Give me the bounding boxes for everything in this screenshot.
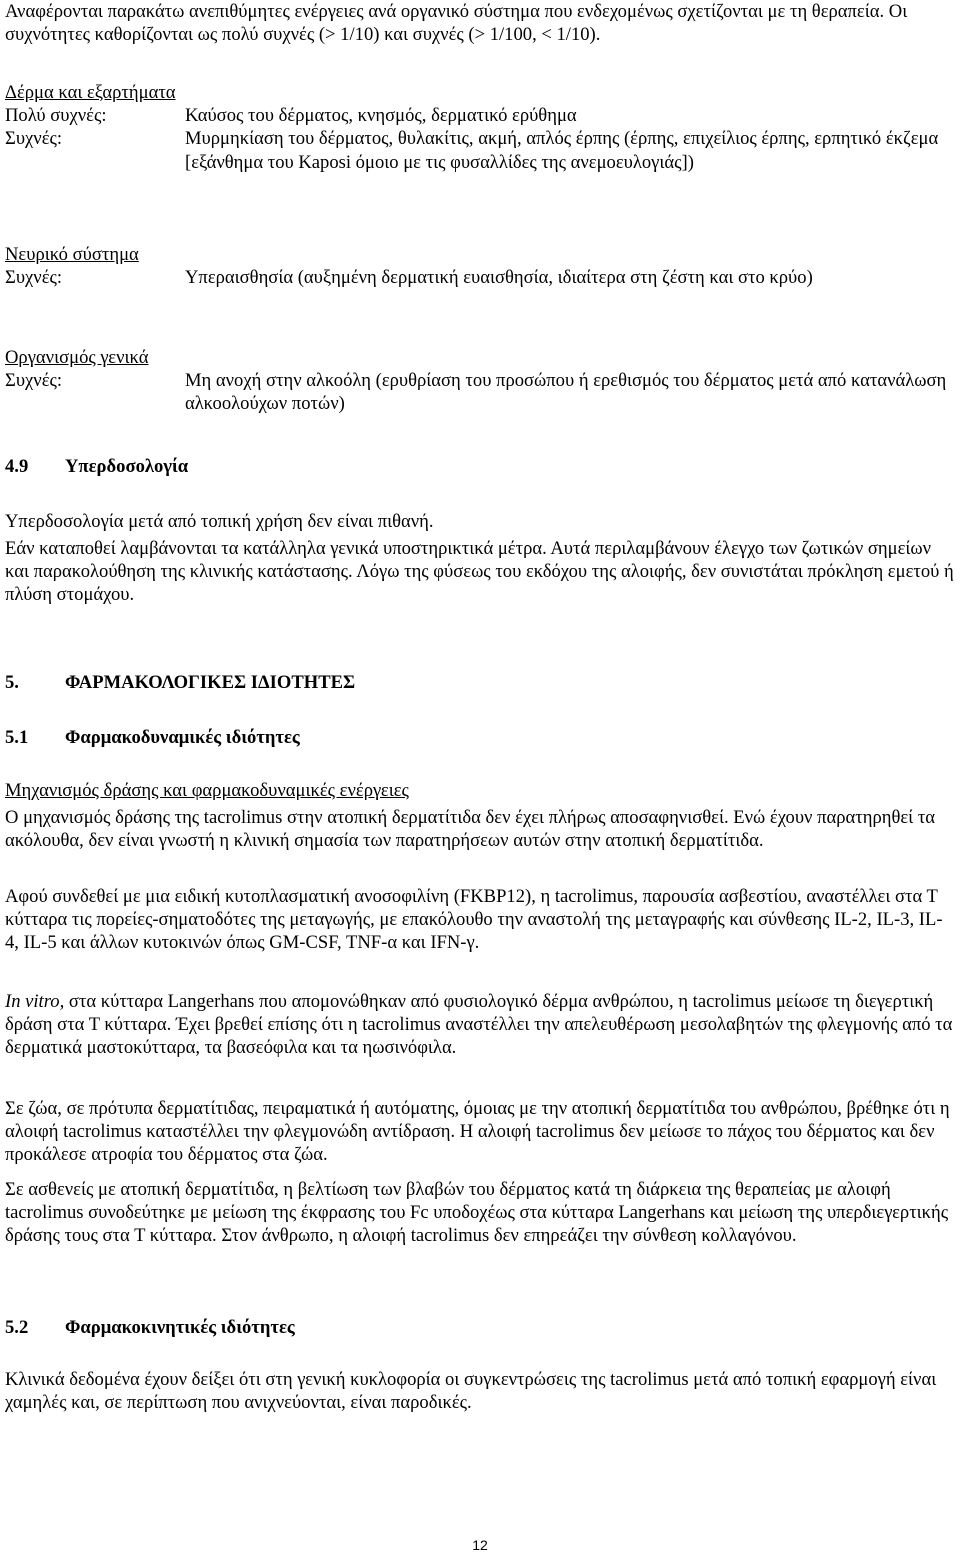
pk-paragraph-1: Κλινικά δεδομένα έχουν δείξει ότι στη γενική κυκλοφορία οι συγκεντρώσεις της tacrolimus μετά από τοπική εφαρμογή είναι χαμηλές και, σε περίπτωση που ανιχνεύονται, είναι παροδικές. bbox=[5, 1369, 937, 1414]
nervous-heading: Νευρικό σύστημα bbox=[5, 244, 139, 265]
frequency-label: Συχνές: bbox=[5, 128, 63, 150]
overdose-paragraph-2: Εάν καταποθεί λαμβάνονται τα κατάλληλα γενικά υποστηρικτικά μέτρα. Αυτά περιλαμβάνουν έλεγχο των ζωτικών σημείων και παρακολούθηση της κλινικής κατάστασης. Λόγω της φύσεως του εκδόχου της αλοιφής, δεν συνιστάται πρόκληση εμετού ή πλύση στομάχου. bbox=[5, 538, 954, 606]
pd-paragraph-4: Σε ζώα, σε πρότυπα δερματίτιδας, πειραματικά ή αυτόματης, όμοιας με την ατοπική δερματίτιδα του ανθρώπου, βρέθηκε ότι η αλοιφή tacrolimus καταστέλλει την φλεγμονώδη αντίδραση. Η αλοιφή tacrolimus δεν μείωσε το πάχος του δέρματος και δεν προκάλεσε ατροφία του δέρματος στα ζώα. bbox=[5, 1098, 950, 1166]
frequency-label: Συχνές: bbox=[5, 370, 63, 392]
pd-paragraph-3-text: στα κύτταρα Langerhans που απομονώθηκαν από φυσιολογικό δέρμα ανθρώπου, η tacrolimus μείωσε τη διεγερτική δράση στα Τ κύτταρα. Έχει βρεθεί επίσης ότι η tacrolimus αναστέλλει την απελευθέρωση μεσολαβητών της φλεγμονής από τα δερματικά μαστοκύτταρα, τα βασεόφιλα και τα ηωσινόφιλα. bbox=[5, 991, 953, 1059]
general-heading: Οργανισμός γενικά bbox=[5, 347, 149, 368]
section-number: 5. bbox=[5, 672, 19, 693]
section-5-heading bbox=[5, 671, 955, 694]
nervous-section bbox=[5, 243, 955, 289]
section-title: Φαρμακοκινητικές ιδιότητες bbox=[65, 1317, 295, 1338]
pd-paragraph-1: Ο μηχανισμός δράσης της tacrolimus στην ατοπική δερματίτιδα δεν έχει πλήρως αποσαφηνισθεί. Ενώ έχουν παρατηρηθεί τα ακόλουθα, δεν είναι γνωστή η κλινική σημασία των παρατηρήσεων αυτών στην ατοπική δερματίτιδα. bbox=[5, 807, 936, 852]
general-section bbox=[5, 346, 955, 416]
nervous-common-row bbox=[5, 266, 955, 289]
overdose-paragraph-1: Υπερδοσολογία μετά από τοπική χρήση δεν είναι πιθανή. bbox=[5, 511, 434, 532]
pd-paragraph-2: Αφού συνδεθεί με μια ειδική κυτοπλασματική ανοσοφιλίνη (FKBP12), η tacrolimus, παρουσία ασβεστίου, αναστέλλει στα Τ κύτταρα τις πορείες-σηματοδότες της μεταγωγής, με επακόλουθο την αναστολή της μεταγραφής και σύνθεσης IL-2, IL-3, IL-4, IL-5 και άλλων κυτοκινών όπως GM-CSF, TNF-α και IFN-γ. bbox=[5, 886, 943, 954]
general-common-row bbox=[5, 369, 955, 415]
section-title: ΦΑΡΜΑΚΟΛΟΓΙΚΕΣ ΙΔΙΟΤΗΤΕΣ bbox=[65, 672, 356, 693]
section-5-1-heading bbox=[5, 726, 955, 749]
skin-heading: Δέρμα και εξαρτήματα bbox=[5, 82, 176, 103]
mechanism-subheading: Μηχανισμός δράσης και φαρμακοδυναμικές ενέργειες bbox=[5, 780, 409, 801]
skin-common-row bbox=[5, 127, 955, 173]
section-title: Υπερδοσολογία bbox=[65, 456, 189, 477]
page-number: 12 bbox=[472, 1537, 488, 1553]
skin-very-common-row bbox=[5, 104, 955, 127]
section-5-2-heading bbox=[5, 1316, 955, 1339]
section-number: 5.2 bbox=[5, 1317, 29, 1338]
frequency-text: Υπεραισθησία (αυξημένη δερματική ευαισθησία, ιδιαίτερα στη ζέστη και στο κρύο) bbox=[185, 267, 813, 289]
frequency-text: Μυρμηκίαση του δέρματος, θυλακίτις, ακμή, απλός έρπης (έρπης, επιχείλιος έρπης, ερπητικό έκζεμα [εξάνθημα του Kaposi όμοιο με τις φυσαλλίδες της ανεμοευλογιάς]) bbox=[185, 128, 939, 173]
frequency-label: Συχνές: bbox=[5, 267, 63, 289]
pd-paragraph-5: Σε ασθενείς με ατοπική δερματίτιδα, η βελτίωση των βλαβών του δέρματος κατά τη διάρκεια της θεραπείας με αλοιφή tacrolimus συνοδεύτηκε με μείωση της έκφρασης του Fc υποδοχέως στα κύτταρα Langerhans και μείωση της υπερδιεγερτικής δράσης τους στα Τ κύτταρα. Στον άνθρωπο, η αλοιφή tacrolimus δεν επηρεάζει την σύνθεση κολλαγόνου. bbox=[5, 1179, 949, 1247]
section-title: Φαρμακοδυναμικές ιδιότητες bbox=[65, 727, 300, 748]
frequency-label: Πολύ συχνές: bbox=[5, 105, 107, 127]
section-4-9-heading bbox=[5, 455, 955, 478]
section-number: 4.9 bbox=[5, 456, 29, 477]
in-vitro-italic: In vitro, bbox=[5, 991, 65, 1012]
frequency-text: Καύσος του δέρματος, κνησμός, δερματικό ερύθημα bbox=[185, 105, 577, 127]
pd-paragraph-3 bbox=[5, 990, 955, 1060]
intro-paragraph: Αναφέρονται παρακάτω ανεπιθύμητες ενέργειες ανά οργανικό σύστημα που ενδεχομένως σχετίζονται με τη θεραπεία. Οι συχνότητες καθορίζονται ως πολύ συχνές (> 1/10) και συχνές (> 1/100, < 1/10). bbox=[5, 1, 908, 46]
frequency-text: Μη ανοχή στην αλκοόλη (ερυθρίαση του προσώπου ή ερεθισμός του δέρματος μετά από κατανάλωση αλκοολούχων ποτών) bbox=[185, 370, 947, 415]
section-number: 5.1 bbox=[5, 727, 29, 748]
skin-section bbox=[5, 81, 955, 174]
